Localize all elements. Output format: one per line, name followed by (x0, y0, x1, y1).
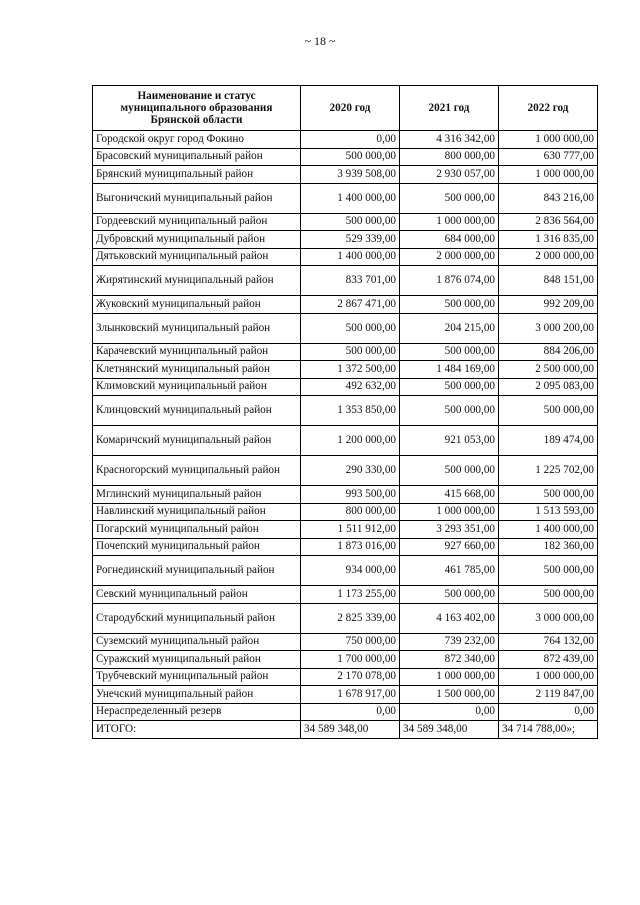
value-2021: 1 000 000,00 (400, 213, 499, 231)
municipality-name: Почепский муниципальный район (93, 538, 301, 556)
value-2020: 290 330,00 (301, 456, 400, 486)
value-2020: 1 400 000,00 (301, 248, 400, 266)
table-row (93, 556, 598, 586)
value-2020: 500 000,00 (301, 313, 400, 343)
value-2022: 3 000 200,00 (499, 313, 598, 343)
municipality-name: Клинцовский муниципальный район (93, 396, 301, 426)
value-2020: 993 500,00 (301, 486, 400, 504)
table-row (93, 633, 598, 651)
value-2022: 1 000 000,00 (499, 166, 598, 184)
value-2020: 1 400 000,00 (301, 183, 400, 213)
value-2020: 833 701,00 (301, 266, 400, 296)
municipality-name: Навлинский муниципальный район (93, 503, 301, 521)
municipality-name: Мглинский муниципальный район (93, 486, 301, 504)
value-2021: 927 660,00 (400, 538, 499, 556)
municipality-name: Жуковский муниципальный район (93, 296, 301, 314)
value-2020: 3 939 508,00 (301, 166, 400, 184)
subsidy-table (92, 85, 598, 739)
value-2021: 500 000,00 (400, 296, 499, 314)
value-2022: 189 474,00 (499, 426, 598, 456)
municipality-name: Жирятинский муниципальный район (93, 266, 301, 296)
total-row (93, 721, 598, 739)
total-2021: 34 589 348,00 (400, 721, 499, 739)
table-row (93, 668, 598, 686)
value-2022: 1 513 593,00 (499, 503, 598, 521)
table-row (93, 686, 598, 704)
table-row (93, 166, 598, 184)
value-2022: 182 360,00 (499, 538, 598, 556)
municipality-name: Брянский муниципальный район (93, 166, 301, 184)
table-row (93, 456, 598, 486)
value-2022: 1 400 000,00 (499, 521, 598, 539)
value-2021: 1 484 169,00 (400, 361, 499, 379)
value-2020: 0,00 (301, 703, 400, 721)
value-2021: 2 000 000,00 (400, 248, 499, 266)
value-2021: 4 163 402,00 (400, 603, 499, 633)
municipality-name: Комаричский муниципальный район (93, 426, 301, 456)
table-row (93, 486, 598, 504)
value-2022: 500 000,00 (499, 556, 598, 586)
table-row (93, 313, 598, 343)
value-2020: 1 678 917,00 (301, 686, 400, 704)
value-2021: 0,00 (400, 703, 499, 721)
table-row (93, 426, 598, 456)
value-2022: 1 000 000,00 (499, 131, 598, 149)
value-2020: 500 000,00 (301, 148, 400, 166)
value-2020: 1 353 850,00 (301, 396, 400, 426)
value-2022: 630 777,00 (499, 148, 598, 166)
value-2020: 2 825 339,00 (301, 603, 400, 633)
table-row (93, 378, 598, 396)
municipality-name: Выгоничский муниципальный район (93, 183, 301, 213)
value-2020: 2 170 078,00 (301, 668, 400, 686)
value-2021: 415 668,00 (400, 486, 499, 504)
value-2022: 884 206,00 (499, 343, 598, 361)
header-2020: 2020 год (301, 86, 400, 131)
municipality-name: Красногорский муниципальный район (93, 456, 301, 486)
table-row (93, 213, 598, 231)
value-2021: 1 876 074,00 (400, 266, 499, 296)
municipality-name: Дятьковский муниципальный район (93, 248, 301, 266)
municipality-name: Нераспределенный резерв (93, 703, 301, 721)
table-row (93, 651, 598, 669)
value-2020: 1 173 255,00 (301, 586, 400, 604)
value-2021: 461 785,00 (400, 556, 499, 586)
table-row (93, 361, 598, 379)
value-2022: 1 316 835,00 (499, 231, 598, 249)
value-2020: 0,00 (301, 131, 400, 149)
table-row (93, 538, 598, 556)
value-2022: 1 225 702,00 (499, 456, 598, 486)
table-row (93, 148, 598, 166)
value-2021: 500 000,00 (400, 586, 499, 604)
value-2022: 2 836 564,00 (499, 213, 598, 231)
table-row (93, 503, 598, 521)
municipality-name: Трубчевский муниципальный район (93, 668, 301, 686)
page-number: ~ 18 ~ (304, 34, 336, 48)
total-label: ИТОГО: (93, 721, 301, 739)
value-2022: 1 000 000,00 (499, 668, 598, 686)
value-2021: 204 215,00 (400, 313, 499, 343)
table-row (93, 183, 598, 213)
value-2022: 992 209,00 (499, 296, 598, 314)
municipality-name: Унечский муниципальный район (93, 686, 301, 704)
total-2022: 34 714 788,00»; (499, 721, 598, 739)
municipality-name: Карачевский муниципальный район (93, 343, 301, 361)
municipality-name: Суземский муниципальный район (93, 633, 301, 651)
value-2021: 500 000,00 (400, 378, 499, 396)
header-2021: 2021 год (400, 86, 499, 131)
value-2021: 500 000,00 (400, 456, 499, 486)
value-2021: 500 000,00 (400, 343, 499, 361)
table-row (93, 343, 598, 361)
table-row (93, 296, 598, 314)
value-2022: 872 439,00 (499, 651, 598, 669)
municipality-name: Городской округ город Фокино (93, 131, 301, 149)
value-2022: 0,00 (499, 703, 598, 721)
value-2022: 2 000 000,00 (499, 248, 598, 266)
table-row (93, 521, 598, 539)
municipality-name: Погарский муниципальный район (93, 521, 301, 539)
value-2022: 500 000,00 (499, 586, 598, 604)
value-2021: 1 000 000,00 (400, 668, 499, 686)
value-2021: 800 000,00 (400, 148, 499, 166)
municipality-name: Стародубский муниципальный район (93, 603, 301, 633)
value-2021: 921 053,00 (400, 426, 499, 456)
value-2020: 492 632,00 (301, 378, 400, 396)
value-2022: 2 119 847,00 (499, 686, 598, 704)
value-2021: 1 500 000,00 (400, 686, 499, 704)
value-2022: 3 000 000,00 (499, 603, 598, 633)
table-row (93, 231, 598, 249)
value-2020: 500 000,00 (301, 343, 400, 361)
header-municipality: Наименование и статус муниципального образования Брянской области (93, 86, 301, 131)
municipality-name: Злынковский муниципальный район (93, 313, 301, 343)
value-2021: 872 340,00 (400, 651, 499, 669)
value-2021: 739 232,00 (400, 633, 499, 651)
table-body (93, 131, 598, 721)
value-2020: 800 000,00 (301, 503, 400, 521)
value-2021: 500 000,00 (400, 396, 499, 426)
table-header-row (93, 86, 598, 131)
value-2020: 1 700 000,00 (301, 651, 400, 669)
value-2022: 500 000,00 (499, 396, 598, 426)
table-row (93, 703, 598, 721)
value-2020: 1 200 000,00 (301, 426, 400, 456)
table-row (93, 603, 598, 633)
value-2020: 1 511 912,00 (301, 521, 400, 539)
value-2022: 2 500 000,00 (499, 361, 598, 379)
table-row (93, 131, 598, 149)
total-2020: 34 589 348,00 (301, 721, 400, 739)
value-2021: 3 293 351,00 (400, 521, 499, 539)
value-2021: 2 930 057,00 (400, 166, 499, 184)
value-2020: 529 339,00 (301, 231, 400, 249)
value-2022: 764 132,00 (499, 633, 598, 651)
header-2022: 2022 год (499, 86, 598, 131)
table-row (93, 396, 598, 426)
municipality-name: Севский муниципальный район (93, 586, 301, 604)
value-2022: 2 095 083,00 (499, 378, 598, 396)
municipality-name: Дубровский муниципальный район (93, 231, 301, 249)
municipality-name: Клетнянский муниципальный район (93, 361, 301, 379)
value-2021: 4 316 342,00 (400, 131, 499, 149)
municipality-name: Суражский муниципальный район (93, 651, 301, 669)
municipality-name: Брасовский муниципальный район (93, 148, 301, 166)
municipality-name: Рогнединский муниципальный район (93, 556, 301, 586)
value-2020: 1 372 500,00 (301, 361, 400, 379)
value-2022: 843 216,00 (499, 183, 598, 213)
value-2020: 934 000,00 (301, 556, 400, 586)
value-2020: 500 000,00 (301, 213, 400, 231)
table-row (93, 586, 598, 604)
value-2022: 500 000,00 (499, 486, 598, 504)
municipality-name: Гордеевский муниципальный район (93, 213, 301, 231)
value-2022: 848 151,00 (499, 266, 598, 296)
table-row (93, 266, 598, 296)
value-2021: 1 000 000,00 (400, 503, 499, 521)
table-row (93, 248, 598, 266)
value-2020: 1 873 016,00 (301, 538, 400, 556)
value-2020: 750 000,00 (301, 633, 400, 651)
municipality-name: Климовский муниципальный район (93, 378, 301, 396)
value-2021: 500 000,00 (400, 183, 499, 213)
value-2021: 684 000,00 (400, 231, 499, 249)
value-2020: 2 867 471,00 (301, 296, 400, 314)
